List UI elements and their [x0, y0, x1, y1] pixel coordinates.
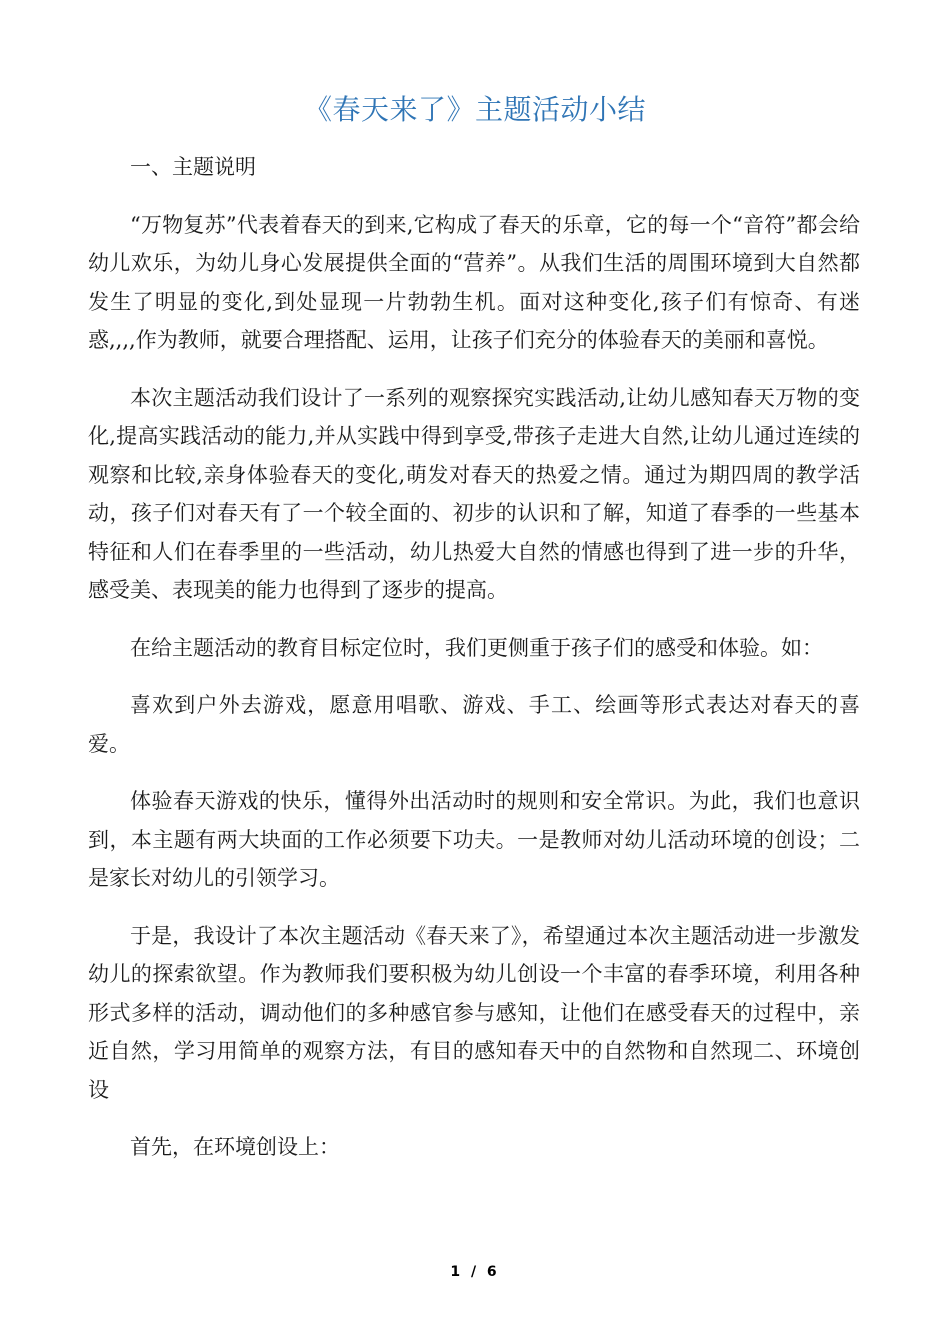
document-body: [88, 148, 860, 1186]
paragraph: 于是，我设计了本次主题活动《春天来了》，希望通过本次主题活动进一步激发幼儿的探索欲望。作为教师我们要积极为幼儿创设一个丰富的春季环境，利用各种形式多样的活动，调动他们的多种感官参与感知，让他们在感受春天的过程中，亲近自然，学习用简单的观察方法，有目的感知春天中的自然物和自然现二、环境创设: [88, 923, 860, 1102]
page-number: 1 / 6: [450, 1264, 500, 1280]
paragraph: 体验春天游戏的快乐，懂得外出活动时的规则和安全常识。为此，我们也意识到，本主题有两大块面的工作必须要下功夫。一是教师对幼儿活动环境的创设；二是家长对幼儿的引领学习。: [88, 789, 860, 890]
paragraph: “万物复苏”代表着春天的到来,它构成了春天的乐章，它的每一个“音符”都会给幼儿欢乐，为幼儿身心发展提供全面的“营养”。从我们生活的周围环境到大自然都发生了明显的变化,到处显现一片勃勃生机。面对这种变化,孩子们有惊奇、有迷惑,,,,作为教师，就要合理搭配、运用，让孩子们充分的体验春天的美丽和喜悦。: [88, 212, 860, 352]
paragraph: 喜欢到户外去游戏，愿意用唱歌、游戏、手工、绘画等形式表达对春天的喜爱。: [88, 693, 860, 756]
section-heading: 一、主题说明: [130, 155, 256, 179]
document-title: 《春天来了》主题活动小结: [303, 93, 646, 126]
paragraph: 在给主题活动的教育目标定位时，我们更侧重于孩子们的感受和体验。如：: [130, 635, 823, 660]
paragraph: 本次主题活动我们设计了一系列的观察探究实践活动,让幼儿感知春天万物的变化,提高实践活动的能力,并从实践中得到享受,带孩子走进大自然,让幼儿通过连续的观察和比较,亲身体验春天的变化,萌发对春天的热爱之情。通过为期四周的教学活动，孩子们对春天有了一个较全面的、初步的认识和了解，知道了春季的一些基本特征和人们在春季里的一些活动，幼儿热爱大自然的情感也得到了进一步的升华，感受美、表现美的能力也得到了逐步的提高。: [88, 385, 860, 602]
paragraph: 首先，在环境创设上：: [130, 1135, 340, 1159]
